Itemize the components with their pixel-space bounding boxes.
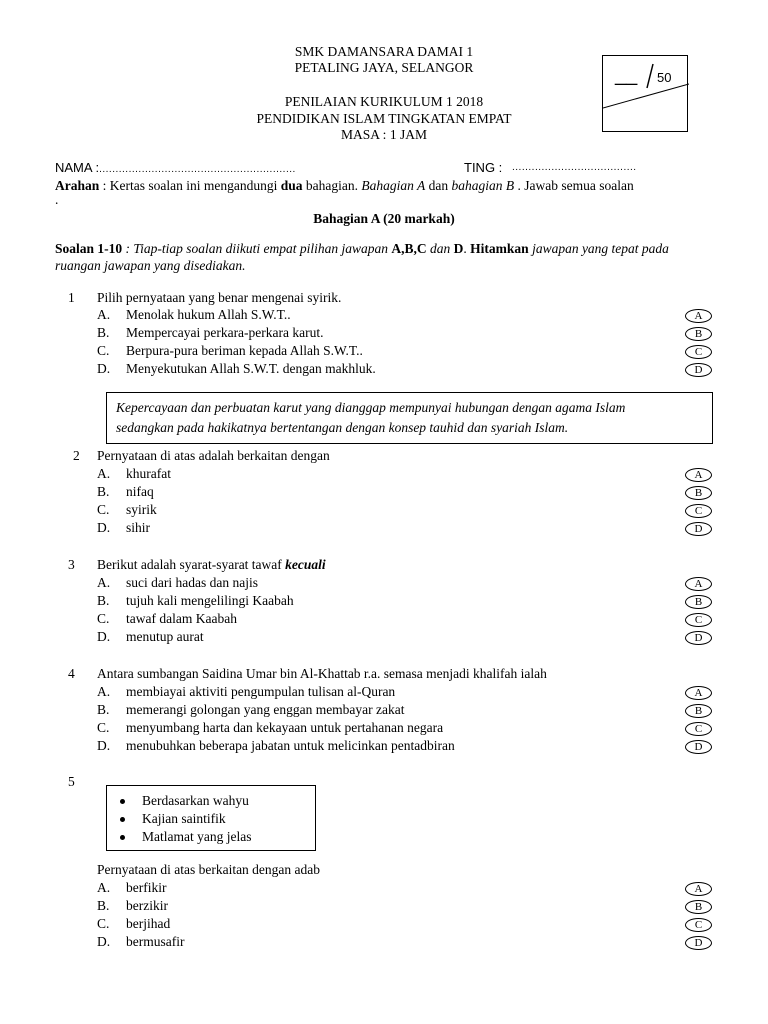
answer-bubble[interactable]: C (685, 722, 712, 736)
question-number: 1 (68, 290, 75, 305)
answer-bubble[interactable]: B (685, 704, 712, 718)
option-text: sihir (126, 520, 151, 535)
instructions-text-2: bahagian. (302, 178, 362, 193)
option-text: berjihad (126, 916, 171, 931)
option-letter: B. (97, 702, 110, 717)
instructions (55, 178, 715, 194)
option-text: Menyekutukan Allah S.W.T. dengan makhluk. (126, 361, 376, 376)
answer-bubble[interactable]: D (685, 936, 712, 950)
question-number: 3 (68, 557, 75, 572)
option-letter: A. (97, 880, 111, 895)
soalan-text-2: dan (426, 241, 454, 256)
instructions-part-b: bahagian B (451, 178, 515, 193)
question-number: 2 (73, 448, 80, 463)
option-text: memerangi golongan yang enggan membayar zakat (126, 702, 405, 717)
option-letter: B. (97, 593, 110, 608)
option-text: tawaf dalam Kaabah (126, 611, 237, 626)
soalan-instructions (55, 241, 715, 257)
instructions-text: : Kertas soalan ini mengandungi (99, 178, 281, 193)
question-number: 5 (68, 774, 75, 789)
option-text: membiayai aktiviti pengumpulan tulisan al-Quran (126, 684, 396, 699)
answer-bubble[interactable]: C (685, 504, 712, 518)
option-letter: D. (97, 934, 111, 949)
instructions-text-4: . Jawab semua soalan (514, 178, 634, 193)
instructions-part-a: Bahagian A (361, 178, 426, 193)
answer-bubble[interactable]: A (685, 309, 712, 323)
question-emphasis: kecuali (285, 557, 326, 572)
option-text: bermusafir (126, 934, 185, 949)
stimulus-line: Kepercayaan dan perbuatan karut yang dianggap mempunyai hubungan dengan agama Islam (116, 400, 626, 415)
option-text: nifaq (126, 484, 154, 499)
option-letter: B. (97, 484, 110, 499)
option-text: Menolak hukum Allah S.W.T.. (126, 307, 291, 322)
exam-duration: MASA : 1 JAM (341, 127, 427, 142)
answer-bubble[interactable]: A (685, 577, 712, 591)
instructions-text-3: dan (425, 178, 452, 193)
option-text: suci dari hadas dan najis (126, 575, 258, 590)
subject-title: PENDIDIKAN ISLAM TINGKATAN EMPAT (256, 111, 512, 126)
question-text-main: Berikut adalah syarat-syarat tawaf (97, 557, 286, 572)
option-text: menubuhkan beberapa jabatan untuk melicinkan pentadbiran (126, 738, 455, 753)
option-text: berzikir (126, 898, 168, 913)
answer-bubble[interactable]: D (685, 522, 712, 536)
option-letter: D. (97, 738, 111, 753)
option-letter: D. (97, 361, 111, 376)
option-text: Berpura-pura beriman kepada Allah S.W.T.. (126, 343, 363, 358)
soalan-text-4: jawapan yang tepat pada (528, 241, 669, 256)
bullet-item: Kajian saintifik (117, 810, 315, 828)
soalan-label: Soalan 1-10 (55, 241, 123, 256)
option-letter: A. (97, 575, 111, 590)
score-blank: __ (615, 64, 638, 86)
option-letter: C. (97, 611, 110, 626)
question-text: Pernyataan di atas adalah berkaitan dengan (97, 448, 330, 463)
answer-bubble[interactable]: B (685, 486, 712, 500)
soalan-text: : Tiap-tiap soalan diikuti empat pilihan jawapan (122, 241, 392, 256)
question-text: Pilih pernyataan yang benar mengenai syirik. (97, 290, 342, 305)
answer-bubble[interactable]: C (685, 345, 712, 359)
name-field[interactable]: ............................................................ (99, 164, 296, 175)
option-letter: A. (97, 466, 111, 481)
answer-bubble[interactable]: B (685, 900, 712, 914)
option-letter: D. (97, 520, 111, 535)
answer-bubble[interactable]: C (685, 613, 712, 627)
question-number: 4 (68, 666, 75, 681)
option-letter: B. (97, 325, 110, 340)
option-text: Mempercayai perkara-perkara karut. (126, 325, 324, 340)
option-text: berfikir (126, 880, 167, 895)
option-text: khurafat (126, 466, 171, 481)
soalan-choice-d: D (453, 241, 464, 256)
option-letter: C. (97, 502, 110, 517)
instructions-bold: dua (280, 178, 303, 193)
q5-stimulus-box (106, 785, 316, 851)
answer-bubble[interactable]: A (685, 468, 712, 482)
exam-title: PENILAIAN KURIKULUM 1 2018 (284, 94, 484, 109)
option-text: syirik (126, 502, 157, 517)
score-total: 50 (657, 70, 672, 85)
answer-bubble[interactable]: C (685, 918, 712, 932)
option-letter: C. (97, 343, 110, 358)
answer-bubble[interactable]: A (685, 882, 712, 896)
section-title: Bahagian A (20 markah) (313, 211, 455, 226)
option-letter: A. (97, 307, 111, 322)
answer-bubble[interactable]: B (685, 327, 712, 341)
question-text (97, 557, 326, 573)
bullet-item: Matlamat yang jelas (117, 828, 315, 846)
school-name: SMK DAMANSARA DAMAI 1 (294, 44, 474, 59)
name-label: NAMA : (55, 160, 100, 175)
option-letter: C. (97, 720, 110, 735)
option-text: menutup aurat (126, 629, 204, 644)
soalan-line-2: ruangan jawapan yang disediakan. (55, 258, 246, 273)
school-location: PETALING JAYA, SELANGOR (294, 60, 474, 75)
question-text: Antara sumbangan Saidina Umar bin Al-Khattab r.a. semasa menjadi khalifah ialah (97, 666, 547, 681)
answer-bubble[interactable]: D (685, 363, 712, 377)
question-text: Pernyataan di atas berkaitan dengan adab (97, 862, 321, 877)
option-text: tujuh kali mengelilingi Kaabah (126, 593, 294, 608)
bullet-item: Berdasarkan wahyu (117, 792, 315, 810)
answer-bubble[interactable]: A (685, 686, 712, 700)
instructions-trailing: . (55, 192, 59, 207)
option-letter: D. (97, 629, 111, 644)
instructions-label: Arahan (55, 178, 100, 193)
class-field[interactable]: ...................................... (512, 162, 637, 173)
score-box (602, 55, 688, 132)
soalan-choices: A,B,C (391, 241, 427, 256)
stimulus-line: sedangkan pada hakikatnya bertentangan dengan konsep tauhid dan syariah Islam. (116, 420, 569, 435)
answer-bubble[interactable]: B (685, 595, 712, 609)
class-label: TING : (464, 160, 503, 175)
option-letter: A. (97, 684, 111, 699)
soalan-hitamkan: Hitamkan (470, 241, 529, 256)
answer-bubble[interactable]: D (685, 740, 712, 754)
answer-bubble[interactable]: D (685, 631, 712, 645)
student-info-row (55, 160, 715, 175)
stimulus-box (106, 392, 713, 444)
option-letter: C. (97, 916, 110, 931)
soalan-text-3: . (463, 241, 471, 256)
option-letter: B. (97, 898, 110, 913)
option-text: menyumbang harta dan kekayaan untuk pertahanan negara (126, 720, 444, 735)
